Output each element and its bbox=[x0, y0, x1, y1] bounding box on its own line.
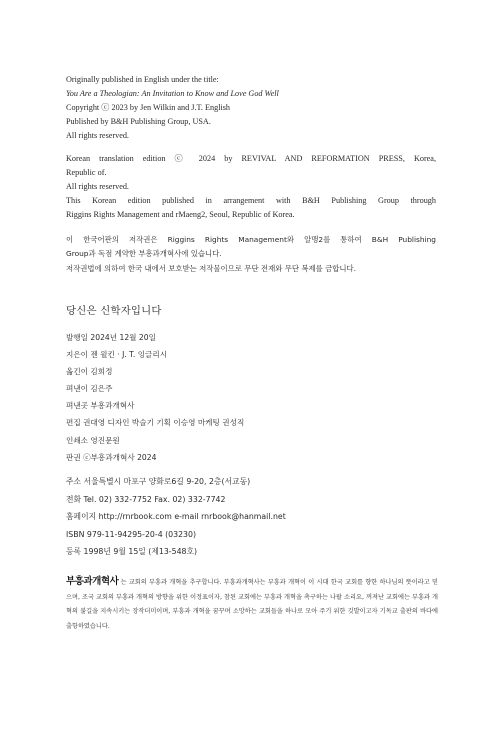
phone-fax: 전화 Tel. 02) 332-7752 Fax. 02) 332-7742 bbox=[66, 494, 226, 504]
arrangement-note-cont: Riggins Rights Management and rMaeng2, Seoul, Republic of Korea. bbox=[66, 209, 295, 219]
credits-block bbox=[66, 329, 436, 466]
authors: 지은이 젠 윌킨 · J. T. 잉글리시 bbox=[66, 350, 168, 360]
mission-text: 는 교회의 부흥과 개혁을 추구합니다. 부흥과개혁사는 부흥과 개혁이 이 시대 한국 교회를 향한 하나님의 뜻이라고 믿으며, 조국 교회의 부흥과 개혁의 방향을 위한 이정표이자, 참된 교회에는 부흥과 개혁을 촉구하는 나팔 소리요, 꺼져난 교회에는 부흥과 개혁의 불길을 지속시키는 장작더미이며, 부흥과 개혁을 꿈꾸며 소망하는 교회들을 하나로 모아 주기 위한 깃발이고자 기독교 출판의 바다에 출항하였습니다. bbox=[66, 579, 438, 630]
editorial-staff: 편집 권대영 디자인 박슬기 기획 이승영 마케팅 권성직 bbox=[66, 418, 245, 428]
arrangement-note: This Korean edition published in arrangement with B&H Publishing Group through bbox=[66, 195, 436, 205]
publisher-address: 주소 서울특별시 마포구 양화로6길 9-20, 2층(서교동) bbox=[66, 477, 251, 486]
korean-edition-copyright-cont: Republic of. bbox=[66, 167, 107, 177]
publisher-name: 펴낸곳 부흥과개혁사 bbox=[66, 401, 135, 411]
isbn: ISBN 979-11-94295-20-4 (03230) bbox=[66, 529, 197, 539]
rights-notice-line: Group과 독점 계약한 부흥과개혁사에 있습니다. bbox=[66, 249, 222, 259]
book-title: 당신은 신학자입니다 bbox=[66, 305, 162, 317]
printing-house: 인쇄소 영진문원 bbox=[66, 435, 120, 445]
publisher-mission-statement bbox=[66, 575, 438, 634]
rights-notice-line: 이 한국어판의 저작권은 Riggins Rights Management와 알맹2를 통하여 B&H Publishing bbox=[66, 235, 436, 244]
publisher-brand-logo: 부흥과개혁사 bbox=[66, 576, 119, 587]
rights-reserved-korean: All rights reserved. bbox=[66, 181, 129, 191]
english-copyright-block bbox=[66, 73, 436, 143]
original-publisher: Published by B&H Publishing Group, USA. bbox=[66, 116, 211, 126]
korean-edition-block bbox=[66, 152, 436, 222]
copy-prohibition-notice: 저작권법에 의하여 한국 내에서 보호받는 저작물이므로 무단 전재와 무단 복제를 금합니다. bbox=[66, 263, 357, 273]
translator: 옮긴이 김희정 bbox=[66, 367, 113, 377]
korean-edition-copyright: Korean translation edition ⓒ 2024 by REVIVAL AND REFORMATION PRESS, Korea, bbox=[66, 154, 436, 163]
copyright-holder: 판권 ⓒ부흥과개혁사 2024 bbox=[66, 452, 157, 462]
contact-block bbox=[66, 473, 436, 561]
homepage-email: 홈페이지 http://rnrbook.com e-mail rnrbook@hanmail.net bbox=[66, 512, 286, 522]
korean-rights-notice bbox=[66, 233, 436, 276]
publication-date: 발행일 2024년 12월 20일 bbox=[66, 333, 156, 342]
publisher-person: 펴낸이 김은주 bbox=[66, 384, 113, 394]
original-title-intro: Originally published in English under the title: bbox=[66, 75, 219, 84]
original-title: You Are a Theologian: An Invitation to Know and Love God Well bbox=[66, 88, 279, 98]
rights-reserved: All rights reserved. bbox=[66, 130, 129, 140]
original-copyright: Copyright ⓒ 2023 by Jen Wilkin and J.T. English bbox=[66, 102, 231, 112]
registration: 등록 1998년 9월 15일 (제13-548호) bbox=[66, 547, 198, 557]
